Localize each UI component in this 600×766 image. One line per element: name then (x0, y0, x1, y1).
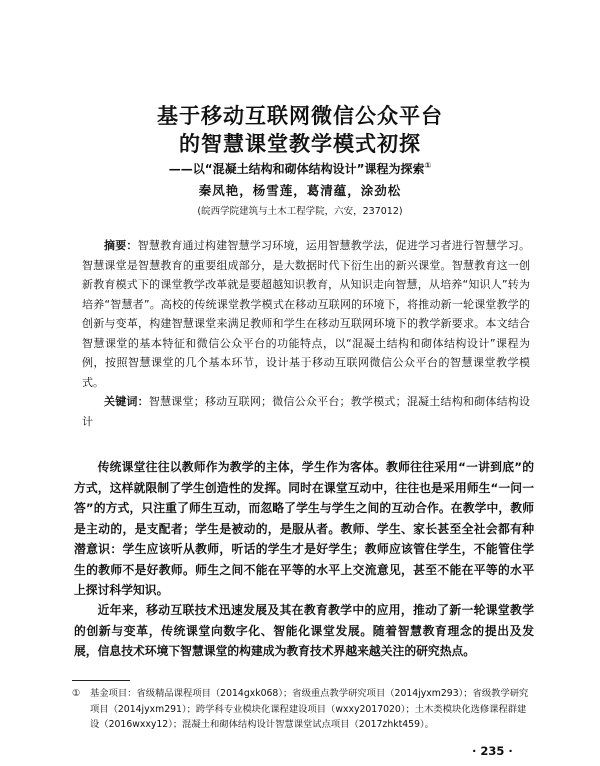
footnote-divider (72, 680, 130, 681)
keywords-label: 关键词： (104, 395, 149, 408)
subtitle-text: ——以“混凝土结构和砌体结构设计”课程为探索 (168, 162, 425, 176)
abstract (82, 236, 530, 392)
footnote (72, 686, 532, 733)
title-line-2: 的智慧课堂教学模式初探 (179, 131, 421, 156)
authors: 秦凤艳，杨雪莲，葛清蕴，涂劲松 (198, 183, 402, 198)
subtitle (0, 160, 600, 177)
keywords (82, 392, 530, 431)
title-line-1: 基于移动互联网微信公众平台 (157, 103, 443, 128)
footnote-marker: ① (72, 688, 81, 699)
affiliation: (皖西学院建筑与土木工程学院，六安，237012) (197, 206, 403, 217)
footnote-text: 基金项目：省级精品课程项目（2014gxk068）；省级重点教学研究项目（2014jyxm293）；省级教学研究项目（2014jyxm291）；跨学科专业模块化课程建设项目（wxxy2017020）；土木类模块化选修课程群建设（2016wxxy12）；混凝土和砌体结构设计智慧课堂试点项目（2017zhkt459）。 (90, 688, 529, 730)
page-number: · 235 · (472, 744, 513, 758)
body-paragraph-2: 近年来，移动互联技术迅速发展及其在教育教学中的应用，推动了新一轮课堂教学的创新与变革，传统课堂向数字化、智能化课堂发展。随着智慧教育理念的提出及发展，信息技术环境下智慧课堂的构建成为教育技术界越来越关注的研究热点。 (74, 603, 534, 658)
body-paragraph-1: 传统课堂往往以教师作为教学的主体，学生作为客体。教师往往采用“一讲到底”的方式，这样就限制了学生创造性的发挥。同时在课堂互动中，往往也是采用师生“一问一答”的方式，只注重了师生互动，而忽略了学生与学生之间的互动合作。在教学中，教师是主动的，是支配者；学生是被动的，是服从者。教师、学生、家长甚至全社会都有种潜意识：学生应该听从教师，听话的学生才是好学生；教师应该管住学生，不能管住学生的教师不是好教师。师生之间不能在平等的水平上交流意见，甚至不能在平等的水平上探讨科学知识。 (74, 460, 534, 597)
abstract-label: 摘要： (104, 239, 138, 252)
keywords-text: 智慧课堂；移动互联网；微信公众平台；教学模式；混凝土结构和砌体结构设计 (82, 395, 531, 428)
abstract-text: 智慧教育通过构建智慧学习环境，运用智慧教学法，促进学习者进行智慧学习。智慧课堂是智慧教育的重要组成部分，是大数据时代下衍生出的新兴课堂。智慧教育这一创新教育模式下的课堂教学改革就是要超越知识教育，从知识走向智慧，从培养“知识人”转为培养“智慧者”。高校的传统课堂教学模式在移动互联网的环境下，将推动新一轮课堂教学的创新与变革，构建智慧课堂来满足教师和学生在移动互联网环境下的教学新要求。本文结合智慧课堂的基本特征和微信公众平台的功能特点，以“混凝土结构和砌体结构设计”课程为例，按照智慧课堂的几个基本环节，设计基于移动互联网微信公众平台的智慧课堂教学模式。 (82, 239, 531, 389)
subtitle-footnote-marker: ① (424, 161, 432, 170)
